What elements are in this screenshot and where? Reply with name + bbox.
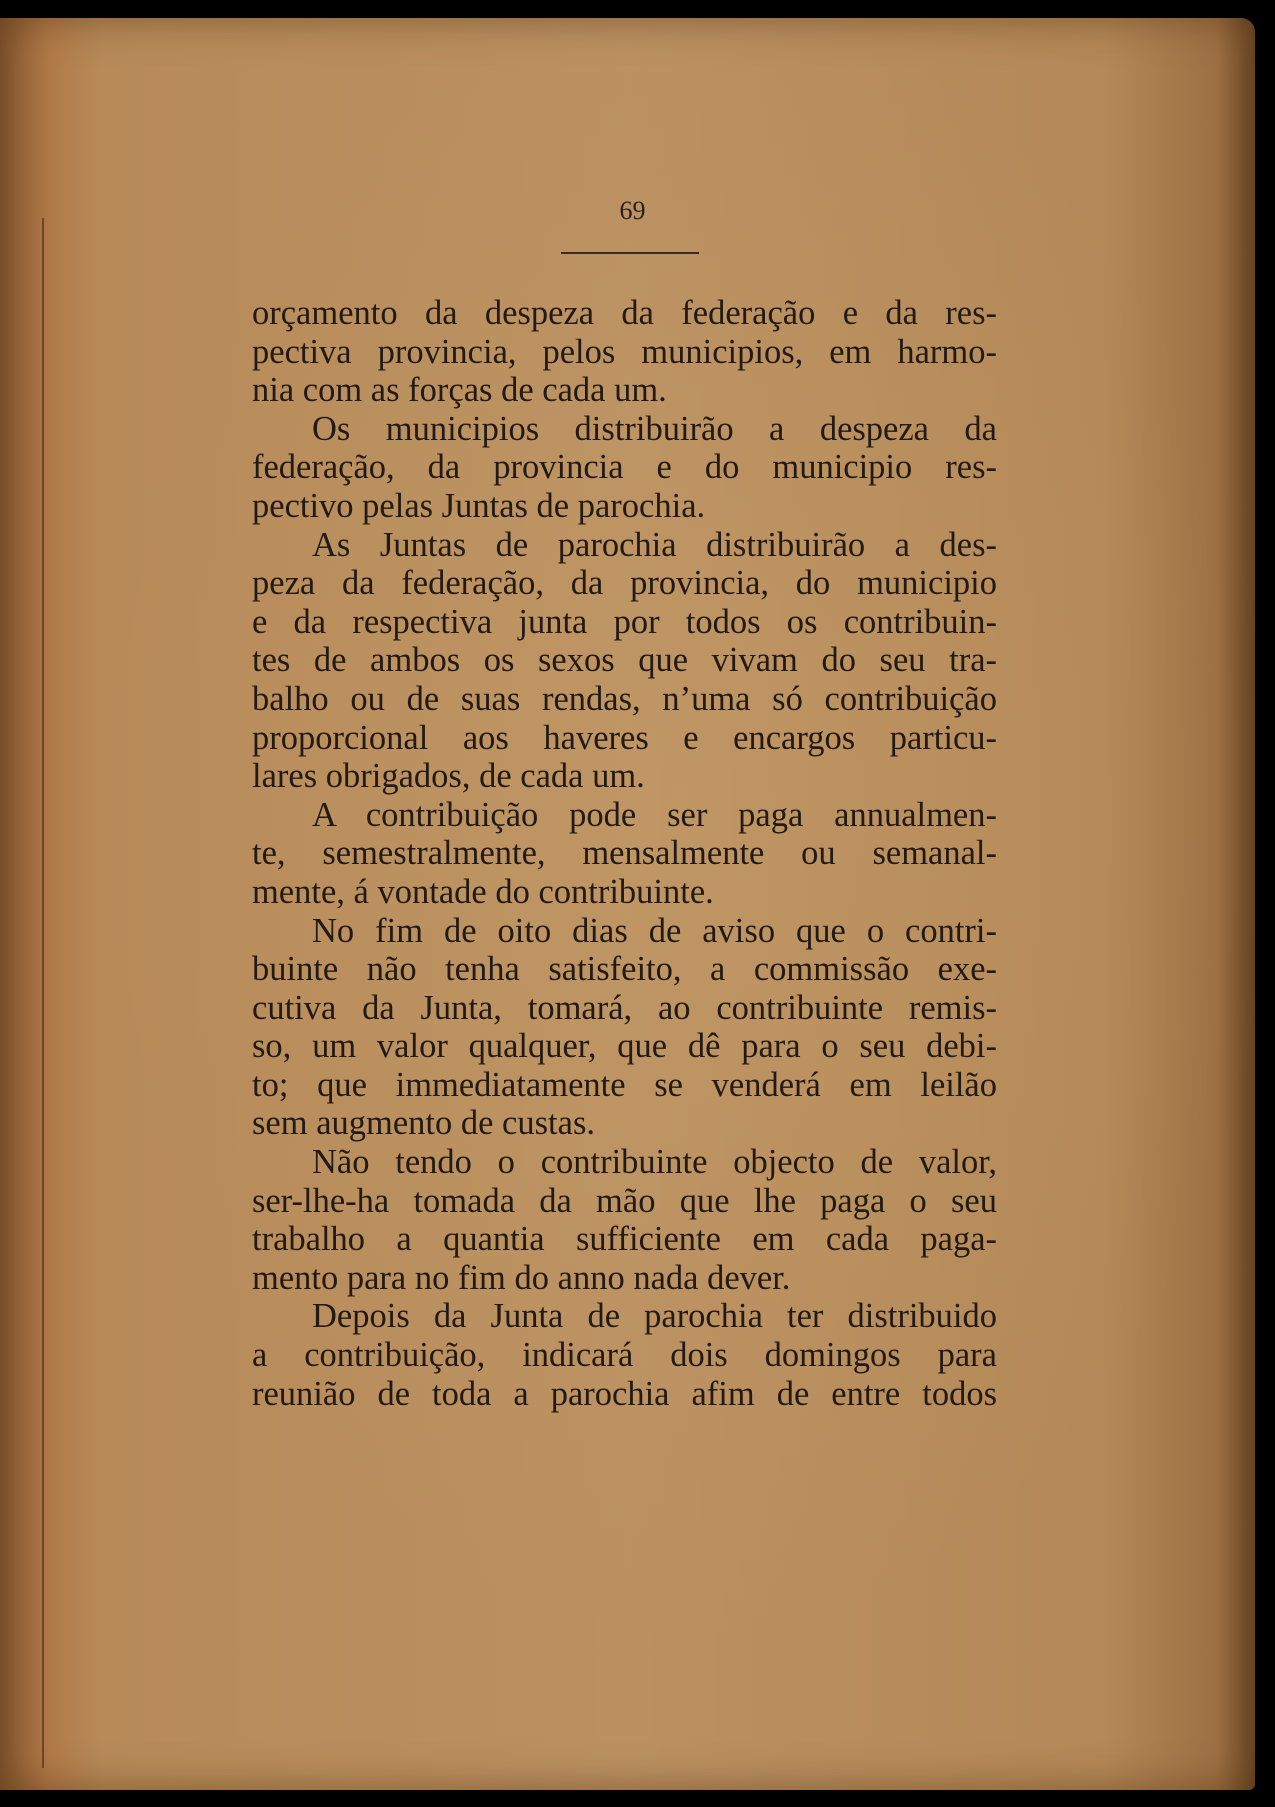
page-number: 69 [619, 196, 646, 225]
text-line: pectivo pelas Juntas de parochia. [252, 486, 706, 525]
text-line: sem augmento de custas. [252, 1104, 595, 1143]
text-line: mento para no fim do anno nada dever. [252, 1258, 791, 1297]
text-line: pectiva provincia, pelos municipios, em harmo- [252, 332, 997, 371]
text-line: proporcional aos haveres e encargos particu- [252, 718, 997, 757]
text-line: As Juntas de parochia distribuirão a des- [312, 525, 997, 564]
text-line: e da respectiva junta por todos os contribuin- [252, 602, 997, 641]
text-line: lares obrigados, de cada um. [252, 757, 645, 796]
text-line: Os municipios distribuirão a despeza da [312, 409, 997, 448]
text-line: ser-lhe-ha tomada da mão que lhe paga o seu [252, 1181, 997, 1220]
text-line: Não tendo o contribuinte objecto de valor, [312, 1143, 997, 1182]
body-text [252, 294, 997, 1413]
text-line: trabalho a quantia sufficiente em cada paga- [252, 1220, 997, 1259]
text-line: reunião de toda a parochia afim de entre todos [252, 1374, 997, 1413]
text-line: nia com as forças de cada um. [252, 371, 667, 410]
text-line: so, um valor qualquer, que dê para o seu debi- [252, 1027, 997, 1066]
text-line: A contribuição pode ser paga annualmen- [312, 795, 997, 834]
page-fold-edge [42, 218, 44, 1768]
text-line: cutiva da Junta, tomará, ao contribuinte remis- [252, 988, 997, 1027]
text-line: mente, á vontade do contribuinte. [252, 872, 714, 911]
text-line: orçamento da despeza da federação e da res- [252, 294, 997, 332]
text-line: federação, da provincia e do municipio res- [252, 448, 997, 487]
text-line: to; que immediatamente se venderá em leilão [252, 1065, 997, 1104]
text-line: buinte não tenha satisfeito, a commissão exe- [252, 950, 997, 989]
text-line: balho ou de suas rendas, n’uma só contribuição [252, 679, 997, 718]
text-line: No fim de oito dias de aviso que o contri- [312, 911, 997, 950]
text-line: te, semestralmente, mensalmente ou semanal- [252, 834, 997, 873]
text-line: tes de ambos os sexos que vivam do seu tra- [252, 641, 997, 680]
text-line: a contribuição, indicará dois domingos para [252, 1336, 997, 1375]
header-rule [561, 252, 699, 254]
book-page [0, 18, 1255, 1790]
text-line: peza da federação, da provincia, do municipio [252, 564, 997, 603]
text-line: Depois da Junta de parochia ter distribuido [312, 1297, 997, 1336]
